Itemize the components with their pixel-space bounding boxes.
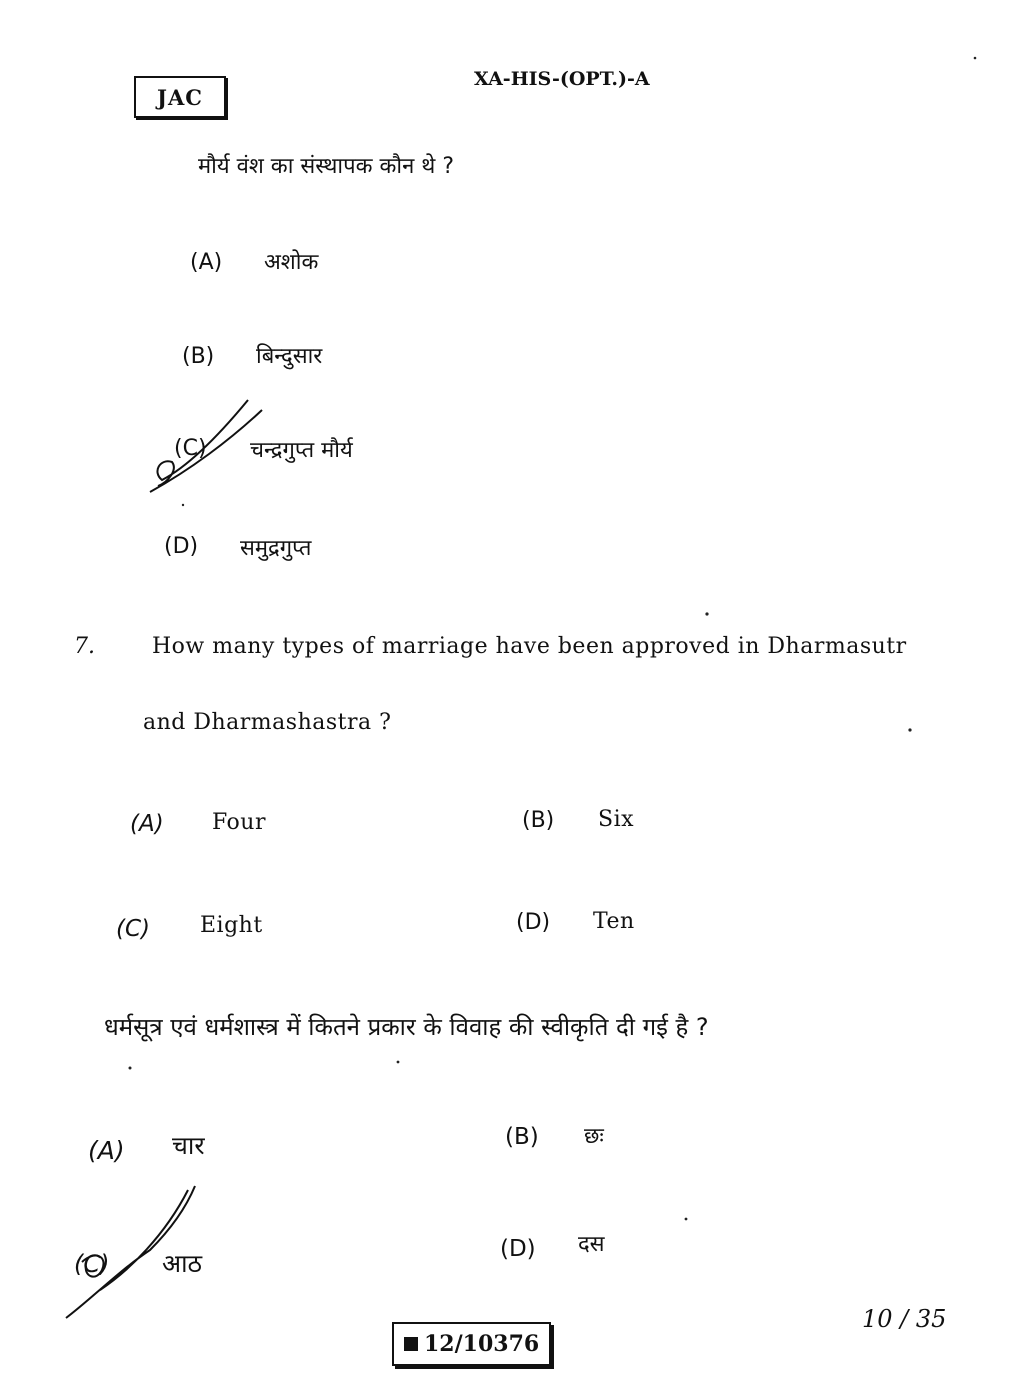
question-7-number: 7. xyxy=(74,634,95,659)
q7-option-c-label: (C) xyxy=(116,916,151,942)
answer-tick-mark-q7 xyxy=(66,1186,195,1318)
q6-option-d-text: समुद्रगुप्त xyxy=(240,536,312,561)
q6-option-c-label: (C) xyxy=(174,436,207,461)
q7-hindi-option-a-text: चार xyxy=(172,1131,205,1160)
q6-option-a-label: (A) xyxy=(190,250,223,275)
q7-hindi-option-b-label: (B) xyxy=(505,1124,539,1150)
q7-option-d-text: Ten xyxy=(593,909,635,934)
q7-option-b-text: Six xyxy=(598,807,635,832)
question-7-hindi-text: धर्मसूत्र एवं धर्मशास्त्र में कितने प्रकार के विवाह की स्वीकृति दी गई है ? xyxy=(104,1013,709,1041)
board-name: JAC xyxy=(157,84,203,110)
paper-code: XA-HIS-(OPT.)-A xyxy=(474,68,650,90)
q6-option-a-text: अशोक xyxy=(264,250,319,275)
q6-option-c-text: चन्द्रगुप्त मौर्य xyxy=(250,438,353,463)
q6-option-d-label: (D) xyxy=(164,534,199,559)
q7-hindi-option-c-text: आठ xyxy=(162,1249,203,1278)
page-number: 10 / 35 xyxy=(862,1305,947,1333)
q7-option-d-label: (D) xyxy=(516,910,551,935)
question-6-hindi-text: मौर्य वंश का संस्थापक कौन थे ? xyxy=(198,154,455,179)
q7-option-b-label: (B) xyxy=(522,808,555,833)
q7-hindi-option-c-label: (C) xyxy=(74,1250,110,1278)
q7-option-a-text: Four xyxy=(212,810,266,835)
q7-hindi-option-d-text: दस xyxy=(578,1232,605,1257)
q7-hindi-option-a-label: (A) xyxy=(88,1136,125,1165)
q6-option-b-text: बिन्दुसार xyxy=(256,344,323,369)
question-7-text-line1: How many types of marriage have been approved in Dharmasutr xyxy=(152,634,907,659)
question-7-text-line2: and Dharmashastra ? xyxy=(143,710,392,735)
q7-hindi-option-b-text: छः xyxy=(584,1124,604,1149)
scan-specks xyxy=(129,57,977,1221)
q6-option-b-label: (B) xyxy=(182,344,215,369)
q7-option-a-label: (A) xyxy=(130,811,164,837)
q7-option-c-text: Eight xyxy=(200,913,263,938)
booklet-code: 12/10376 xyxy=(424,1331,540,1357)
q7-hindi-option-d-label: (D) xyxy=(500,1236,536,1262)
answer-tick-mark-q6 xyxy=(150,400,262,492)
